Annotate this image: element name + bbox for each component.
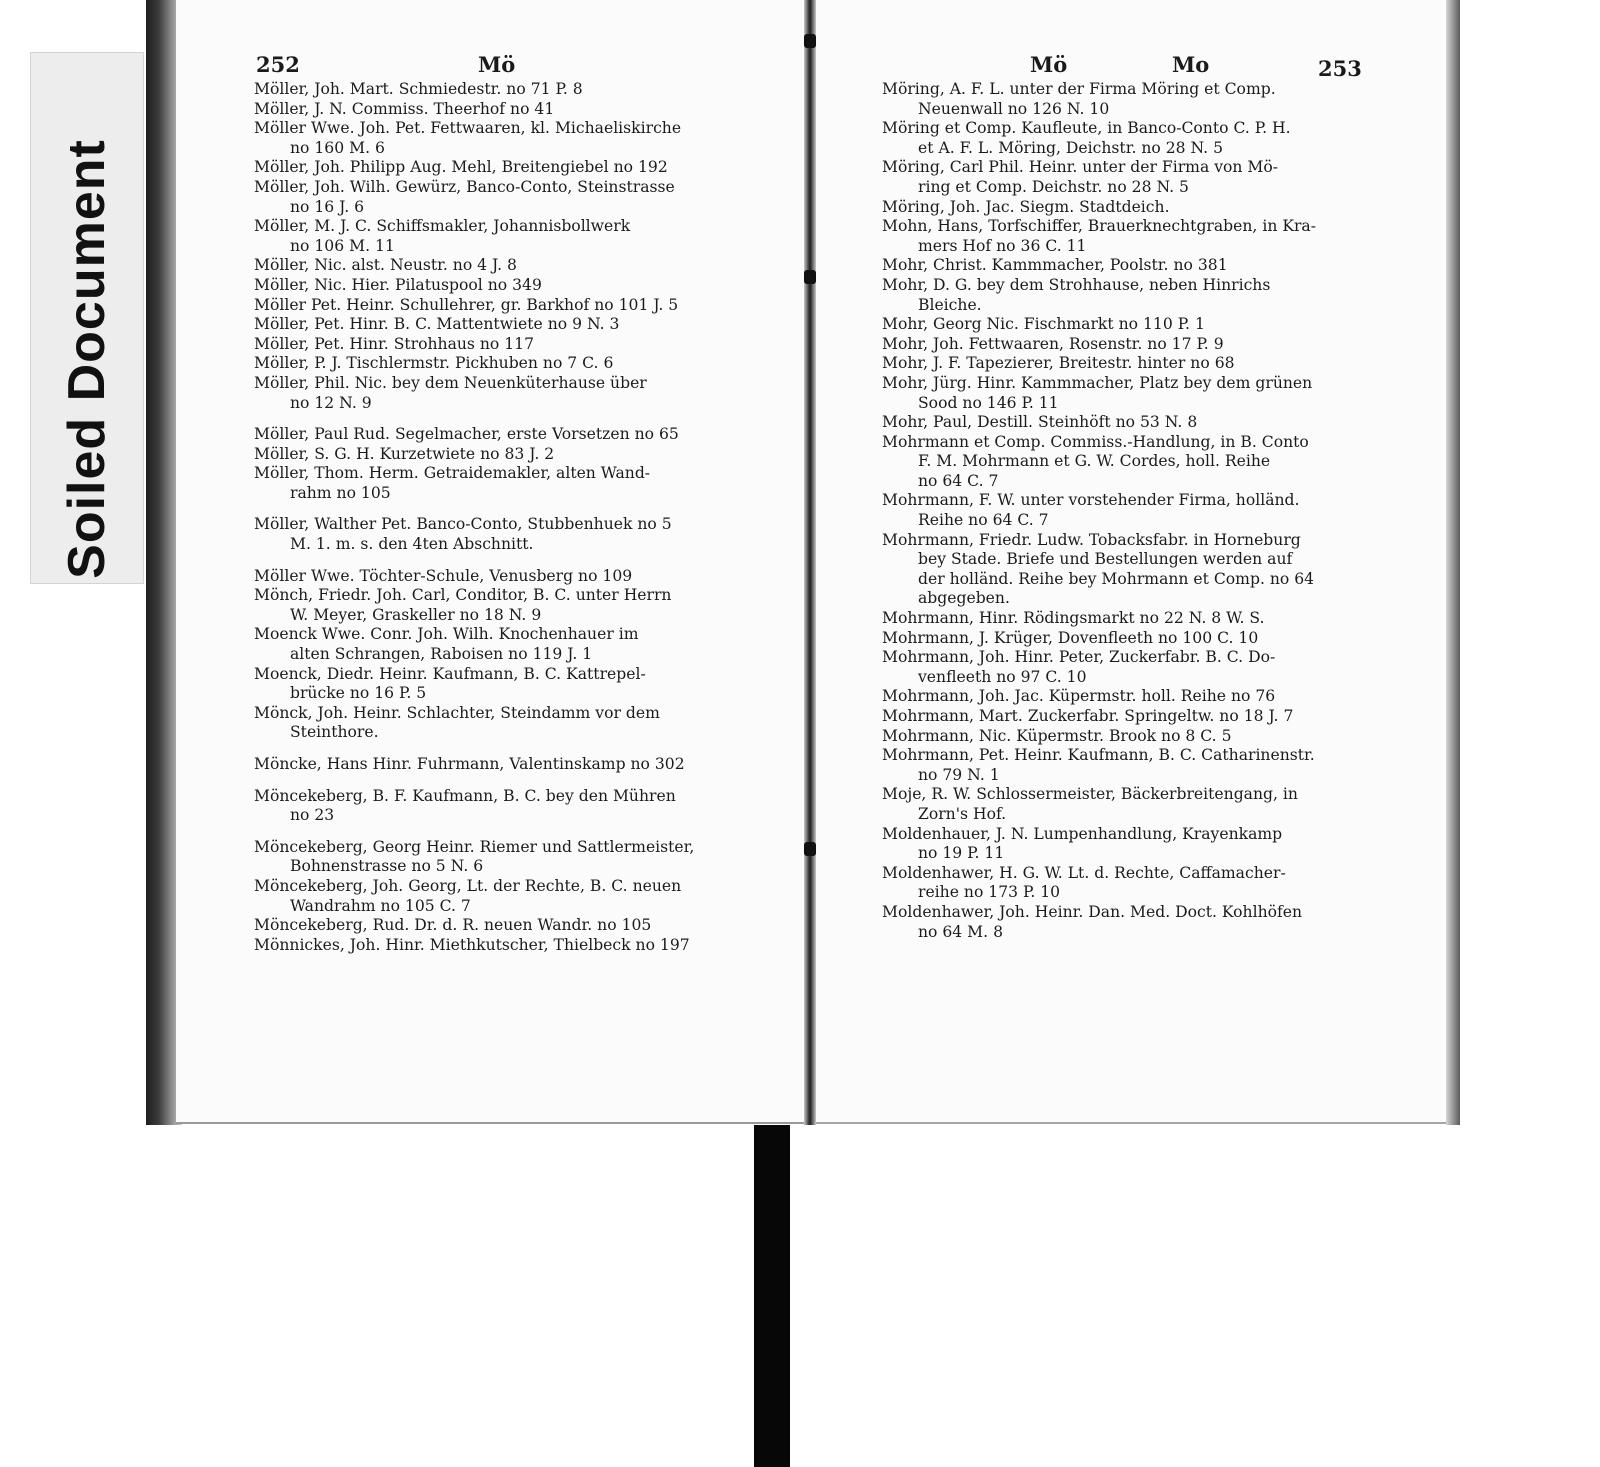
entry-line: Möring et Comp. Kaufleute, in Banco-Conto C. P. H. <box>882 119 1291 138</box>
directory-entry <box>882 354 1364 374</box>
bookmark-ribbon <box>754 1125 790 1467</box>
entry-line: Moldenhawer, H. G. W. Lt. d. Rechte, Caffamacher- <box>882 863 1286 882</box>
directory-entry <box>882 629 1364 649</box>
directory-entry <box>882 864 1364 903</box>
directory-entry <box>254 515 736 554</box>
directory-entry <box>254 80 736 100</box>
entry-continuation-line: bey Stade. Briefe und Bestellungen werden auf <box>918 550 1293 569</box>
entry-continuation-line: rahm no 105 <box>290 483 391 502</box>
directory-entry <box>882 825 1364 864</box>
directory-entry <box>882 903 1364 942</box>
entry-line: Mohrmann, Hinr. Rödingsmarkt no 22 N. 8 W. S. <box>882 609 1265 628</box>
entry-line: Möller, Pet. Hinr. B. C. Mattentwiete no 9 N. 3 <box>254 315 620 334</box>
entry-line: Möller, Nic. alst. Neustr. no 4 J. 8 <box>254 256 517 275</box>
entry-line: Mönnickes, Joh. Hinr. Miethkutscher, Thielbeck no 197 <box>254 935 690 954</box>
directory-entry <box>882 198 1364 218</box>
directory-entry <box>882 335 1364 355</box>
directory-entry <box>254 936 736 956</box>
entry-continuation-line: Zorn's Hof. <box>918 804 1007 823</box>
book-gutter <box>804 0 816 1125</box>
directory-entry <box>254 276 736 296</box>
entry-line: Mohr, J. F. Tapezierer, Breitestr. hinter no 68 <box>882 354 1235 373</box>
directory-entry <box>882 276 1364 315</box>
directory-entry <box>254 787 736 826</box>
directory-entry <box>882 589 1364 609</box>
directory-entry <box>882 727 1364 747</box>
entry-spacer <box>254 775 736 787</box>
entry-continuation-line: et A. F. L. Möring, Deichstr. no 28 N. 5 <box>918 138 1224 157</box>
entry-line: Möller, Pet. Hinr. Strohhaus no 117 <box>254 334 535 353</box>
directory-entry <box>882 413 1364 433</box>
entry-continuation-line: no 23 <box>290 806 335 825</box>
directory-entry <box>254 119 736 158</box>
entry-line: Möncke, Hans Hinr. Fuhrmann, Valentinskamp no 302 <box>254 755 685 773</box>
entry-continuation-line: Sood no 146 P. 11 <box>918 393 1059 412</box>
entry-line: Mohrmann, Mart. Zuckerfabr. Springeltw. no 18 J. 7 <box>882 707 1294 725</box>
entry-line: Mohrmann, Pet. Heinr. Kaufmann, B. C. Catharinenstr. <box>882 746 1315 765</box>
entry-line: Mohrmann, Joh. Jac. Küpermstr. holl. Reihe no 76 <box>882 687 1276 706</box>
left-directory-entries <box>254 80 736 955</box>
directory-entry <box>882 472 1364 492</box>
directory-entry <box>254 335 736 355</box>
directory-entry <box>254 838 736 877</box>
directory-entry <box>254 464 736 503</box>
directory-entry <box>882 158 1364 197</box>
entry-continuation-line: brücke no 16 P. 5 <box>290 684 427 703</box>
entry-continuation-line: M. 1. m. s. den 4ten Abschnitt. <box>290 535 534 554</box>
entry-line: Mohn, Hans, Torfschiffer, Brauerknechtgraben, in Kra- <box>882 217 1316 236</box>
entry-continuation-line: no 79 N. 1 <box>918 765 1000 784</box>
right-page-number: 253 <box>1318 56 1362 81</box>
entry-line: Mönch, Friedr. Joh. Carl, Conditor, B. C. unter Herrn <box>254 586 672 605</box>
soiled-document-label: Soiled Document <box>58 139 116 579</box>
entry-spacer <box>254 413 736 425</box>
directory-entry <box>254 625 736 664</box>
soiled-document-tag <box>30 52 144 584</box>
directory-entry <box>882 707 1364 727</box>
entry-continuation-line: no 12 N. 9 <box>290 393 372 412</box>
entry-line: Moenck, Diedr. Heinr. Kaufmann, B. C. Kattrepel- <box>254 664 646 683</box>
directory-entry <box>254 374 736 413</box>
entry-continuation-line: venfleeth no 97 C. 10 <box>918 667 1087 686</box>
entry-line: Moenck Wwe. Conr. Joh. Wilh. Knochenhauer im <box>254 625 639 644</box>
right-running-head-1: Mö <box>1030 52 1068 77</box>
entry-spacer <box>254 503 736 515</box>
entry-continuation-line: alten Schrangen, Raboisen no 119 J. 1 <box>290 645 593 664</box>
entry-line: Möller, Joh. Mart. Schmiedestr. no 71 P. 8 <box>254 80 583 98</box>
entry-line: Möncekeberg, Joh. Georg, Lt. der Rechte, B. C. neuen <box>254 876 682 895</box>
directory-entry <box>882 217 1364 256</box>
directory-entry <box>254 586 736 625</box>
directory-entry <box>882 687 1364 707</box>
entry-line: Mohrmann, Joh. Hinr. Peter, Zuckerfabr. B. C. Do- <box>882 648 1276 667</box>
directory-entry <box>882 609 1364 629</box>
entry-continuation-line: ring et Comp. Deichstr. no 28 N. 5 <box>918 177 1189 196</box>
entry-line: Möncekeberg, Rud. Dr. d. R. neuen Wandr. no 105 <box>254 916 652 935</box>
directory-entry <box>882 491 1364 530</box>
directory-entry <box>882 256 1364 276</box>
directory-entry <box>882 119 1364 158</box>
right-running-head-2: Mo <box>1172 52 1210 77</box>
entry-line: Möller, P. J. Tischlermstr. Pickhuben no 7 C. 6 <box>254 354 614 373</box>
directory-entry <box>254 296 736 316</box>
entry-continuation-line: no 64 C. 7 <box>918 471 999 490</box>
entry-line: Möller Wwe. Joh. Pet. Fettwaaren, kl. Michaeliskirche <box>254 119 682 138</box>
entry-line: Mohrmann, Nic. Küpermstr. Brook no 8 C. 5 <box>882 726 1232 745</box>
entry-continuation-line: der holländ. Reihe bey Mohrmann et Comp. no 64 <box>918 569 1315 588</box>
entry-line: Mohrmann, Friedr. Ludw. Tobacksfabr. in Horneburg <box>882 530 1301 549</box>
directory-entry <box>254 567 736 587</box>
entry-line: Möller Wwe. Töchter-Schule, Venusberg no 109 <box>254 566 633 585</box>
directory-entry <box>254 178 736 217</box>
entry-line: Möncekeberg, Georg Heinr. Riemer und Sattlermeister, <box>254 837 695 856</box>
left-page-number: 252 <box>256 52 300 77</box>
directory-entry <box>882 433 1364 472</box>
directory-entry <box>254 354 736 374</box>
directory-entry <box>254 315 736 335</box>
directory-entry <box>882 374 1364 413</box>
entry-continuation-line: mers Hof no 36 C. 11 <box>918 236 1087 255</box>
entry-line: Möring, Joh. Jac. Siegm. Stadtdeich. <box>882 197 1170 216</box>
directory-entry <box>254 877 736 916</box>
entry-continuation-line: reihe no 173 P. 10 <box>918 883 1061 902</box>
entry-continuation-line: Neuenwall no 126 N. 10 <box>918 99 1110 118</box>
directory-entry <box>882 785 1364 824</box>
entry-continuation-line: no 160 M. 6 <box>290 138 385 157</box>
directory-entry <box>882 80 1364 119</box>
entry-continuation-line: no 106 M. 11 <box>290 236 395 255</box>
directory-entry <box>254 100 736 120</box>
directory-entry <box>882 570 1364 590</box>
entry-line: Möller Pet. Heinr. Schullehrer, gr. Barkhof no 101 J. 5 <box>254 295 679 314</box>
entry-line: Möller, M. J. C. Schiffsmakler, Johannisbollwerk <box>254 217 631 236</box>
directory-entry <box>254 256 736 276</box>
entry-line: Mönck, Joh. Heinr. Schlachter, Steindamm vor dem <box>254 703 660 722</box>
book-right-edge <box>1446 0 1460 1125</box>
entry-line: Mohrmann, J. Krüger, Dovenfleeth no 100 C. 10 <box>882 628 1259 647</box>
entry-spacer <box>254 743 736 755</box>
entry-line: Moldenhawer, Joh. Heinr. Dan. Med. Doct. Kohlhöfen <box>882 902 1303 921</box>
entry-line: Möller, J. N. Commiss. Theerhof no 41 <box>254 99 555 118</box>
entry-line: Mohrmann, F. W. unter vorstehender Firma, holländ. <box>882 491 1300 510</box>
entry-continuation-line: Wandrahm no 105 C. 7 <box>290 896 471 915</box>
entry-spacer <box>254 555 736 567</box>
entry-line: Möller, Nic. Hier. Pilatuspool no 349 <box>254 275 542 294</box>
entry-spacer <box>254 826 736 838</box>
entry-line: Moldenhauer, J. N. Lumpenhandlung, Krayenkamp <box>882 824 1283 843</box>
entry-line: Mohrmann et Comp. Commiss.-Handlung, in B. Conto <box>882 432 1309 451</box>
entry-line: Möring, A. F. L. unter der Firma Möring et Comp. <box>882 80 1276 98</box>
directory-entry <box>882 746 1364 785</box>
directory-entry <box>882 315 1364 335</box>
directory-entry <box>254 425 736 445</box>
entry-line: Möller, Walther Pet. Banco-Conto, Stubbenhuek no 5 <box>254 515 672 534</box>
directory-entry <box>254 665 736 704</box>
entry-line: Möller, Joh. Philipp Aug. Mehl, Breitengiebel no 192 <box>254 158 668 177</box>
entry-line: Möller, S. G. H. Kurzetwiete no 83 J. 2 <box>254 444 555 463</box>
entry-line: Mohr, D. G. bey dem Strohhause, neben Hinrichs <box>882 275 1271 294</box>
directory-entry <box>254 916 736 936</box>
directory-entry <box>254 755 736 775</box>
entry-continuation-line: no 64 M. 8 <box>918 922 1003 941</box>
directory-entry <box>254 704 736 743</box>
entry-continuation-line: W. Meyer, Graskeller no 18 N. 9 <box>290 605 542 624</box>
entry-continuation-line: F. M. Mohrmann et G. W. Cordes, holl. Reihe <box>918 452 1271 471</box>
entry-line: Möring, Carl Phil. Heinr. unter der Firma von Mö- <box>882 158 1279 177</box>
entry-continuation-line: Reihe no 64 C. 7 <box>918 511 1049 530</box>
entry-line: Möller, Phil. Nic. bey dem Neuenküterhause über <box>254 373 647 392</box>
entry-line: Mohr, Jürg. Hinr. Kammmacher, Platz bey dem grünen <box>882 373 1313 392</box>
directory-entry <box>254 158 736 178</box>
entry-line: Möncekeberg, B. F. Kaufmann, B. C. bey den Mühren <box>254 786 676 805</box>
directory-entry <box>254 217 736 256</box>
entry-line: Möller, Paul Rud. Segelmacher, erste Vorsetzen no 65 <box>254 425 679 444</box>
entry-line: Mohr, Christ. Kammmacher, Poolstr. no 381 <box>882 256 1228 275</box>
binding-stitch <box>804 842 816 856</box>
entry-line: Moje, R. W. Schlossermeister, Bäckerbreitengang, in <box>882 785 1298 804</box>
entry-continuation-line: Bohnenstrasse no 5 N. 6 <box>290 857 484 876</box>
binding-stitch <box>804 34 816 48</box>
entry-continuation-line: Steinthore. <box>290 723 379 742</box>
entry-continuation-line: abgegeben. <box>918 589 1010 608</box>
entry-line: Mohr, Joh. Fettwaaren, Rosenstr. no 17 P. 9 <box>882 334 1224 353</box>
directory-entry <box>254 445 736 465</box>
left-running-head: Mö <box>478 52 516 77</box>
right-directory-entries <box>882 80 1364 942</box>
entry-continuation-line: no 19 P. 11 <box>918 844 1005 863</box>
entry-continuation-line: Bleiche. <box>918 295 982 314</box>
entry-line: Mohr, Paul, Destill. Steinhöft no 53 N. 8 <box>882 413 1198 432</box>
directory-entry <box>882 648 1364 687</box>
entry-line: Möller, Joh. Wilh. Gewürz, Banco-Conto, Steinstrasse <box>254 177 675 196</box>
binding-stitch <box>804 270 816 284</box>
directory-entry <box>882 531 1364 570</box>
entry-line: Mohr, Georg Nic. Fischmarkt no 110 P. 1 <box>882 315 1205 334</box>
entry-continuation-line: no 16 J. 6 <box>290 197 365 216</box>
entry-line: Möller, Thom. Herm. Getraidemakler, alten Wand- <box>254 464 651 483</box>
